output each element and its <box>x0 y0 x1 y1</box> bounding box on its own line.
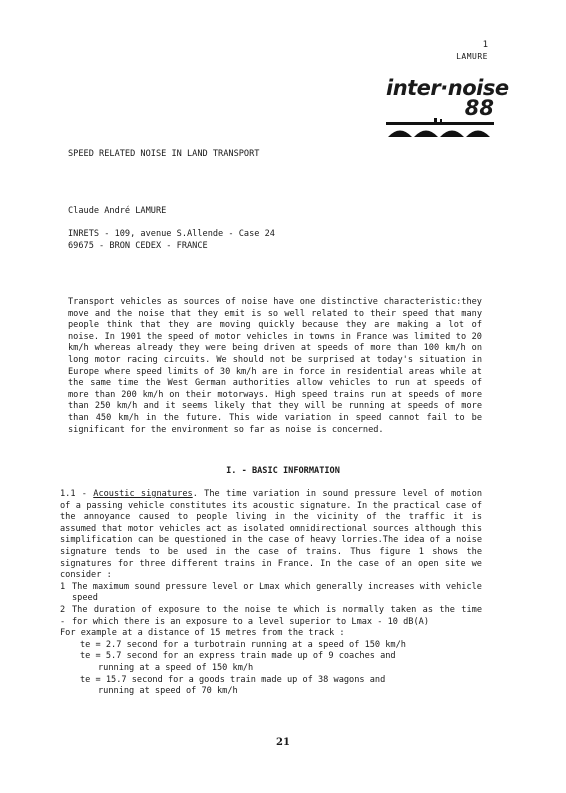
list-marker: 1 <box>60 581 66 592</box>
logo-year: 88 <box>464 96 494 120</box>
intro-text: Transport vehicles as sources of noise have one distinctive characteristic:they move and the noise that they emit is so well related to their speed that many people think that they are moving quickly because they are making a lot of noise. In 1901 the speed of motor vehicles in towns in France was limited to 20 km/h whereas already they were being driven at speeds of more than 100 km/h on long motor racing circuits. We should not be surprised at today's situation in Europe where speed limits of 30 km/h are in force in residential areas while at the same time the West German authorities allow vehicles to run at speeds of more than 200 km/h on their motorways. High speed trains run at speeds of more than 250 km/h and it seems likely that they will be running at speeds of more than 450 km/h in the future. This wide variation in speed cannot fail to be significant for the environment so far as noise is concerned. <box>68 297 482 435</box>
section-heading: I. - BASIC INFORMATION <box>226 466 340 476</box>
page-footer-number: 21 <box>276 737 290 748</box>
list-item <box>60 582 482 605</box>
list-text: The maximum sound pressure level or Lmax which generally increases with vehicle speed <box>72 581 482 604</box>
page-number-header: 1 <box>482 40 488 50</box>
address-line-1: INRETS - 109, avenue S.Allende - Case 24 <box>68 229 275 239</box>
conference-logo <box>386 76 509 142</box>
criteria-list <box>60 582 482 628</box>
list-text: The duration of exposure to the noise te which is normally taken as the time for which there is an exposure to a level superior to Lmax - 10 dB(A) <box>72 604 482 627</box>
subsection-text: . The time variation in sound pressure level of motion of a passing vehicle constitutes its acoustic signature. In the practical case of the annoyance caused to people living in the vicinity of the traffic it is assumed that motor vehicles act as isolated omnidirectional sources although this simplification can be questioned in the case of heavy lorries.The idea of a noise signature tends to be used in the case of trains. Thus figure 1 shows the signatures for three different trains in France. In the case of an open site we consider : <box>60 489 483 581</box>
author-running-head: LAMURE <box>456 52 488 61</box>
intro-paragraph <box>68 297 482 436</box>
example-continuation: running at a speed of 150 km/h <box>98 662 254 673</box>
example-intro: For example at a distance of 15 metres from the track : <box>60 628 345 639</box>
subsection-body <box>60 489 482 698</box>
address-line-2: 69675 - BRON CEDEX - FRANCE <box>68 240 208 251</box>
paper-title: SPEED RELATED NOISE IN LAND TRANSPORT <box>68 149 260 159</box>
subsection-paragraph <box>60 489 482 582</box>
bridge-logo-icon <box>386 118 496 138</box>
example-item: te = 2.7 second for a turbotrain running at a speed of 150 km/h <box>80 639 406 650</box>
example-continuation: running at speed of 70 km/h <box>98 686 238 697</box>
logo-text: inter·noise <box>386 76 509 100</box>
list-item <box>60 605 482 628</box>
list-marker: 2 - <box>60 604 66 627</box>
author-name: Claude André LAMURE <box>68 206 167 216</box>
example-item: te = 5.7 second for an express train made up of 9 coaches and <box>80 651 396 662</box>
author-address <box>68 229 275 252</box>
subsection-number: 1.1 - <box>60 489 94 499</box>
subsection-title: Acoustic signatures <box>93 489 193 499</box>
example-item: te = 15.7 second for a goods train made up of 38 wagons and <box>80 674 386 685</box>
